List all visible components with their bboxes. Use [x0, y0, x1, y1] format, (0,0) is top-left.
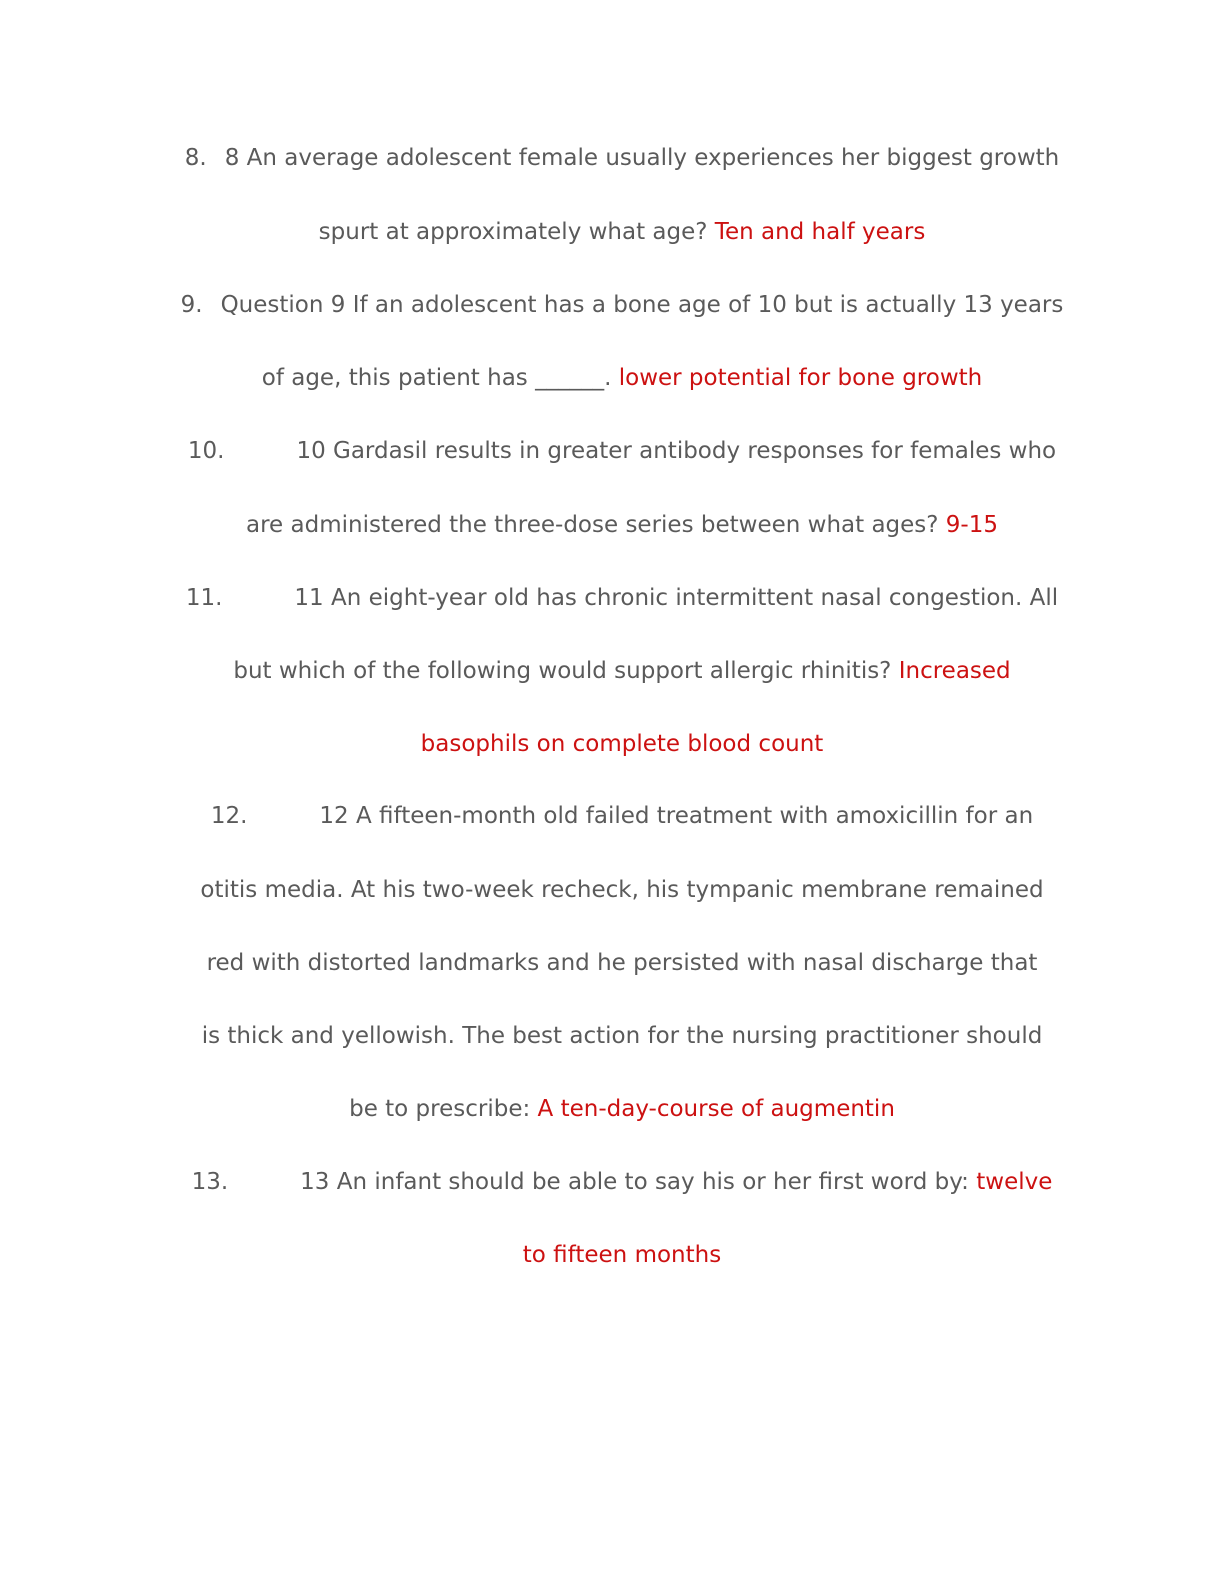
question-text: red with distorted landmarks and he persisted with nasal discharge that: [206, 950, 1038, 976]
question-number: 12.: [210, 803, 248, 829]
question-number: 10.: [187, 438, 225, 464]
question-line: [150, 1021, 1094, 1051]
question-line: [150, 729, 1094, 759]
answer-text: 9-15: [945, 512, 998, 538]
question-line-first: [150, 436, 1094, 466]
question-line-first: [150, 1167, 1094, 1197]
question-text: is thick and yellowish. The best action for the nursing practitioner should: [201, 1023, 1043, 1049]
question-text: 8 An average adolescent female usually experiences her biggest growth: [224, 145, 1060, 171]
question-number: 13.: [191, 1169, 229, 1195]
question-number: 11.: [185, 585, 223, 611]
question-text: Question 9 If an adolescent has a bone age of 10 but is actually 13 years: [220, 292, 1064, 318]
question-text: 12 A fifteen-month old failed treatment with amoxicillin for an: [319, 803, 1034, 829]
answer-text: lower potential for bone growth: [618, 365, 983, 391]
question-line: [150, 1240, 1094, 1270]
question-line-first: [150, 290, 1094, 320]
question-line: [150, 1094, 1094, 1124]
question-line-first: [150, 143, 1094, 173]
question-text: 10 Gardasil results in greater antibody responses for females who: [296, 438, 1057, 464]
question-line: [150, 217, 1094, 247]
question-text: 13 An infant should be able to say his or her first word by:: [300, 1169, 969, 1195]
question-line: [150, 875, 1094, 905]
question-number: 9.: [180, 292, 203, 318]
question-line: [150, 363, 1094, 393]
question-text: 11 An eight-year old has chronic intermittent nasal congestion. All: [294, 585, 1059, 611]
question-line: [150, 656, 1094, 686]
question-line-first: [150, 801, 1094, 831]
question-text: of age, this patient has ______.: [261, 365, 612, 391]
question-text: are administered the three-dose series between what ages?: [246, 512, 939, 538]
question-line: [150, 510, 1094, 540]
answer-text: basophils on complete blood count: [420, 731, 824, 757]
question-number: 8.: [184, 145, 207, 171]
answer-text: A ten-day-course of augmentin: [537, 1096, 895, 1122]
question-line-first: [150, 583, 1094, 613]
question-text: otitis media. At his two-week recheck, his tympanic membrane remained: [200, 877, 1044, 903]
question-text: but which of the following would support allergic rhinitis?: [233, 658, 892, 684]
answer-text: twelve: [976, 1169, 1053, 1195]
answer-text: Ten and half years: [714, 219, 926, 245]
answer-text: Increased: [898, 658, 1011, 684]
question-text: be to prescribe:: [349, 1096, 531, 1122]
question-text: spurt at approximately what age?: [318, 219, 708, 245]
question-line: [150, 948, 1094, 978]
answer-text: to fifteen months: [522, 1242, 722, 1268]
